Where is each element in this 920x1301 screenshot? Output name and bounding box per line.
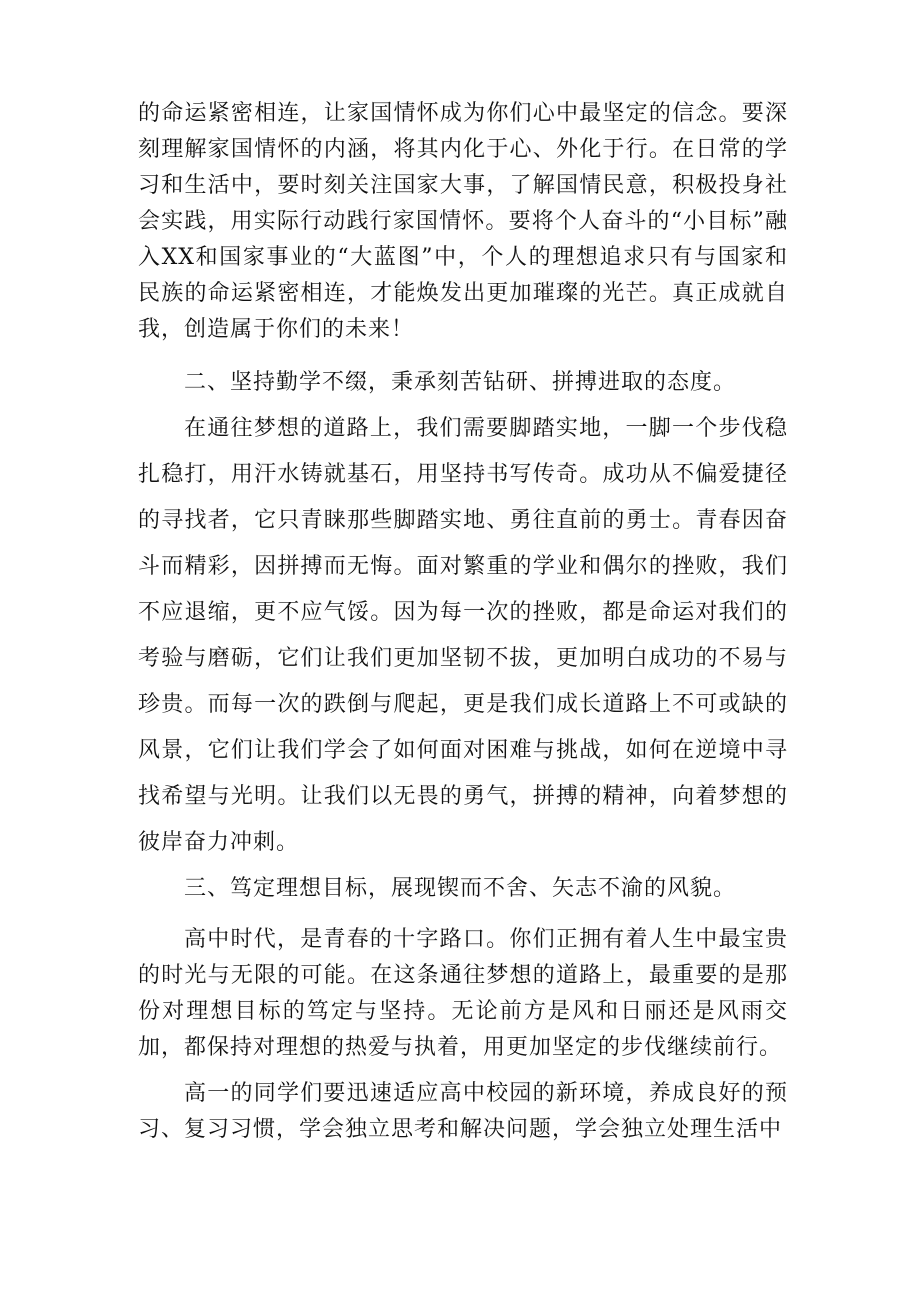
paragraph-high-school: 高中时代，是青春的十字路口。你们正拥有着人生中最宝贵的时光与无限的可能。在这条通往梦想的道路上，最重要的是那份对理想目标的笃定与坚持。无论前方是风和日丽还是风雨交加，都保持对理想的热爱与执着，用更加坚定的步伐继续前行。: [138, 927, 788, 1060]
paragraph-freshmen: 高一的同学们要迅速适应高中校园的新环境，养成良好的预习、复习习惯，学会独立思考和解决问题，学会独立处理生活中: [138, 1081, 788, 1142]
paragraph-family-country: 的命运紧密相连，让家国情怀成为你们心中最坚定的信念。要深刻理解家国情怀的内涵，将其内化于心、外化于行。在日常的学习和生活中，要时刻关注国家大事，了解国情民意，积极投身社会实践，用实际行动践行家国情怀。要将个人奋斗的“小目标”融入XX和国家事业的“大蓝图”中，个人的理想追求只有与国家和民族的命运紧密相连，才能焕发出更加璀璨的光芒。真正成就自我，创造属于你们的未来！: [138, 101, 788, 342]
paragraph-diligence: 在通往梦想的道路上，我们需要脚踏实地，一脚一个步伐稳扎稳打，用汗水铸就基石，用坚持书写传奇。成功从不偏爱捷径的寻找者，它只青睐那些脚踏实地、勇往直前的勇士。青春因奋斗而精彩，因拼搏而无悔。面对繁重的学业和偶尔的挫败，我们不应退缩，更不应气馁。因为每一次的挫败，都是命运对我们的考验与磨砺，它们让我们更加坚韧不拔，更加明白成功的不易与珍贵。而每一次的跌倒与爬起，更是我们成长道路上不可或缺的风景，它们让我们学会了如何面对困难与挑战，如何在逆境中寻找希望与光明。让我们以无畏的勇气，拼搏的精神，向着梦想的彼岸奋力冲刺。: [138, 416, 788, 855]
document-body: [138, 96, 788, 1148]
heading-section-two: 二、坚持勤学不缀，秉承刻苦钻研、拼搏进取的态度。: [184, 370, 737, 395]
heading-section-three: 三、笃定理想目标，展现锲而不舍、矢志不渝的风貌。: [184, 876, 737, 901]
